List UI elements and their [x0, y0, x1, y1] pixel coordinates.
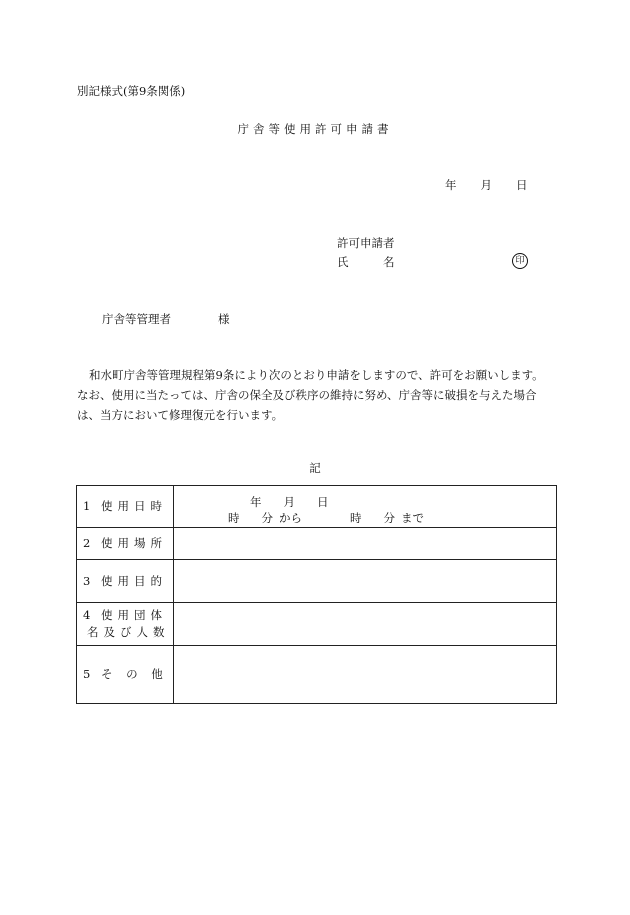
table-row: [77, 646, 557, 704]
datetime-date-labels: 年 月 日: [250, 495, 329, 509]
date-month-label: 月: [480, 178, 492, 192]
body-paragraph-line-3: は、当方において修理復元を行います。: [77, 408, 284, 422]
body-paragraph-line-2: なお、使用に当たっては、庁舎の保全及び秩序の維持に努め、庁舎等に破損を与えた場合: [77, 388, 537, 402]
applicant-label: 許可申請者: [337, 236, 395, 250]
addressee-title: 庁舎等管理者: [102, 312, 171, 326]
row-label-group-and-count: 4 使用団体 名及び人数: [77, 603, 174, 646]
body-paragraph-line-1: 和水町庁舎等管理規程第9条により次のとおり申請をしますので、許可をお願いします。: [89, 368, 544, 382]
usage-place-field[interactable]: [174, 528, 557, 560]
application-date: [445, 180, 528, 192]
datetime-time-range-labels: 時 分 から 時 分 まで: [228, 511, 424, 525]
document-title: 庁舎等使用許可申請書: [237, 122, 393, 136]
seal-icon: 印: [512, 253, 528, 269]
table-row: [77, 486, 557, 528]
date-year-label: 年: [445, 178, 457, 192]
table-row: [77, 528, 557, 560]
table-row: [77, 603, 557, 646]
group-and-count-field[interactable]: [174, 603, 557, 646]
row-label-other: 5 そ の 他: [77, 646, 174, 704]
applicant-name-label: 氏 名: [337, 255, 395, 269]
date-day-label: 日: [516, 178, 528, 192]
ki-heading: 記: [309, 461, 321, 475]
table-row: [77, 560, 557, 603]
row-label-usage-purpose: 3 使用目的: [77, 560, 174, 603]
usage-datetime-field[interactable]: [174, 486, 557, 528]
usage-purpose-field[interactable]: [174, 560, 557, 603]
form-reference: 別記様式(第9条関係): [77, 84, 186, 98]
row-label-usage-datetime: 1 使用日時: [77, 486, 174, 528]
addressee-suffix: 様: [218, 312, 230, 326]
other-field[interactable]: [174, 646, 557, 704]
details-table: [76, 485, 557, 704]
row-label-usage-place: 2 使用場所: [77, 528, 174, 560]
